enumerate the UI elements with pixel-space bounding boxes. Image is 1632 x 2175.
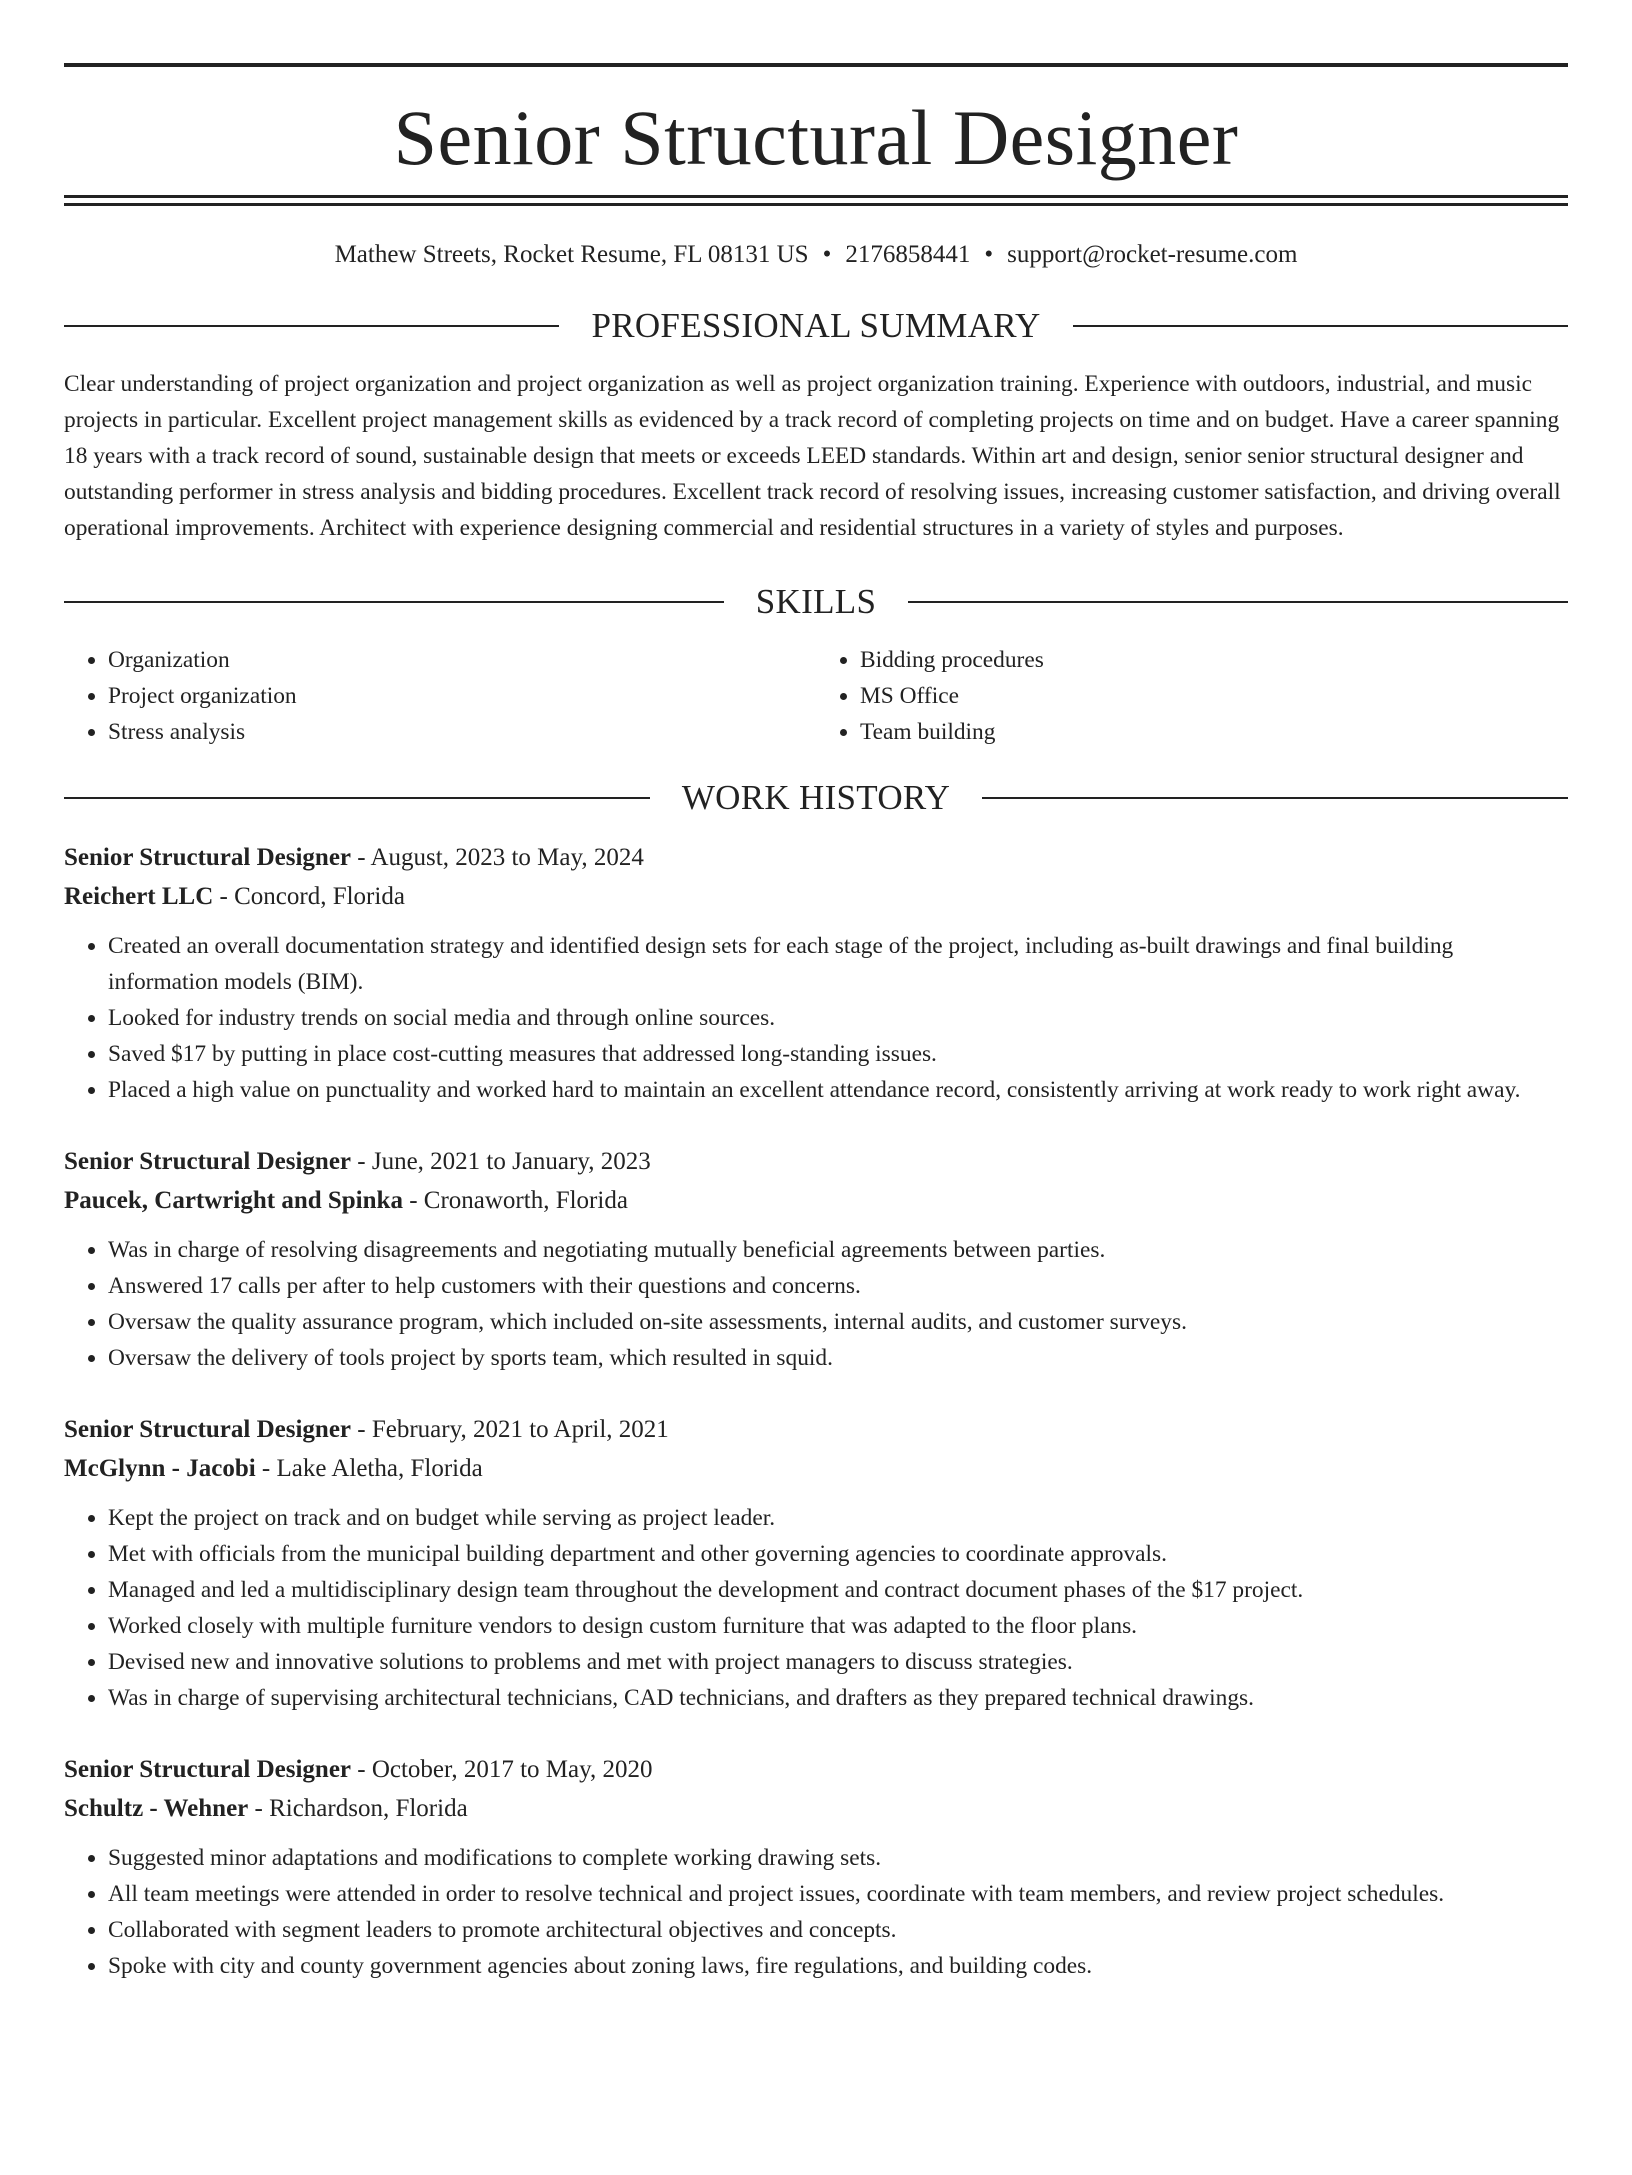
heading-rule-right xyxy=(982,797,1568,799)
job-bullet: • Created an overall documentation strategy and identified design sets for each stage of the project, including as-built drawings and final building information models (BIM). xyxy=(108,928,1568,1000)
job-entry xyxy=(64,838,1568,1108)
job-dates: - October, 2017 to May, 2020 xyxy=(351,1756,653,1783)
summary-text: Clear understanding of project organization and project organization as well as project organization training. Experience with outdoors, industrial, and music projects in particular. Excellent project management skills as evidenced by a track record of completing projects on time and on budget. Have a career spanning 18 years with a track record of sound, sustainable design that meets or exceeds LEED standards. Within art and design, senior senior structural designer and outstanding performer in stress analysis and bidding procedures. Excellent track record of resolving issues, increasing customer satisfaction, and driving overall operational improvements. Architect with experience designing commercial and residential structures in a variety of styles and purposes. xyxy=(64,371,1561,541)
job-bullet: • Answered 17 calls per after to help customers with their questions and concerns. xyxy=(108,1268,1568,1304)
job-company-line xyxy=(64,877,1568,916)
job-company: McGlynn - Jacobi xyxy=(64,1455,256,1482)
job-bullet: • Met with officials from the municipal building department and other governing agencies to coordinate approvals. xyxy=(108,1536,1568,1572)
job-title: Senior Structural Designer xyxy=(64,844,352,871)
job-entry xyxy=(64,1142,1568,1376)
job-title: Senior Structural Designer xyxy=(64,1148,352,1175)
heading-rule-right xyxy=(1073,325,1568,327)
job-entry xyxy=(64,1750,1568,1984)
job-bullet: • All team meetings were attended in order to resolve technical and project issues, coordinate with team members, and review project schedules. xyxy=(108,1876,1568,1912)
job-bullet: • Saved $17 by putting in place cost-cutting measures that addressed long-standing issues. xyxy=(108,1036,1568,1072)
job-bullet: • Placed a high value on punctuality and worked hard to maintain an excellent attendance record, consistently arriving at work ready to work right away. xyxy=(108,1072,1568,1108)
job-title-line xyxy=(64,1750,1568,1789)
job-bullet-list xyxy=(64,1840,1568,1984)
contact-line xyxy=(64,240,1568,270)
job-bullet: • Managed and led a multidisciplinary design team throughout the development and contract document phases of the $17 project. xyxy=(108,1572,1568,1608)
work-section-heading xyxy=(64,778,1568,818)
skill-item: • Organization xyxy=(108,642,816,678)
skills-column-left xyxy=(64,642,816,750)
skills-column-right xyxy=(816,642,1568,750)
job-bullet: • Kept the project on track and on budget while serving as project leader. xyxy=(108,1500,1568,1536)
job-company-line xyxy=(64,1449,1568,1488)
page-title: Senior Structural Designer xyxy=(393,94,1239,181)
job-company: Reichert LLC xyxy=(64,883,214,910)
resume-page xyxy=(0,63,1632,2175)
job-location: - Concord, Florida xyxy=(213,883,405,910)
job-bullet: • Oversaw the delivery of tools project by sports team, which resulted in squid. xyxy=(108,1340,1568,1376)
job-bullet: • Suggested minor adaptations and modifications to complete working drawing sets. xyxy=(108,1840,1568,1876)
job-dates: - February, 2021 to April, 2021 xyxy=(351,1416,669,1443)
skill-item: • Stress analysis xyxy=(108,714,816,750)
work-heading-label: WORK HISTORY xyxy=(681,778,951,817)
contact-address: Mathew Streets, Rocket Resume, FL 08131 US xyxy=(334,241,809,268)
job-entry xyxy=(64,1410,1568,1716)
skill-item: • Project organization xyxy=(108,678,816,714)
contact-email: support@rocket-resume.com xyxy=(1007,241,1298,268)
heading-rule-left xyxy=(64,797,650,799)
job-company-line xyxy=(64,1789,1568,1828)
job-bullet: • Looked for industry trends on social media and through online sources. xyxy=(108,1000,1568,1036)
job-bullet-list xyxy=(64,1232,1568,1376)
job-title: Senior Structural Designer xyxy=(64,1756,352,1783)
contact-separator: • xyxy=(822,241,832,268)
contact-phone: 2176858441 xyxy=(845,241,971,268)
job-title-line xyxy=(64,1410,1568,1449)
job-bullet: • Was in charge of resolving disagreements and negotiating mutually beneficial agreements between parties. xyxy=(108,1232,1568,1268)
job-title-line xyxy=(64,838,1568,877)
job-company-line xyxy=(64,1181,1568,1220)
job-title-line xyxy=(64,1142,1568,1181)
job-location: - Cronaworth, Florida xyxy=(402,1187,628,1214)
title-double-rule xyxy=(64,195,1568,206)
contact-separator: • xyxy=(984,241,994,268)
job-company: Schultz - Wehner xyxy=(64,1795,249,1822)
job-title: Senior Structural Designer xyxy=(64,1416,352,1443)
work-history-list xyxy=(64,838,1568,1984)
job-dates: - June, 2021 to January, 2023 xyxy=(351,1148,651,1175)
job-bullet: • Devised new and innovative solutions to problems and met with project managers to discuss strategies. xyxy=(108,1644,1568,1680)
heading-rule-left xyxy=(64,325,559,327)
heading-rule-right xyxy=(908,601,1568,603)
summary-section-heading xyxy=(64,306,1568,346)
skills-section-heading xyxy=(64,582,1568,622)
job-bullet: • Collaborated with segment leaders to promote architectural objectives and concepts. xyxy=(108,1912,1568,1948)
heading-rule-left xyxy=(64,601,724,603)
job-location: - Lake Aletha, Florida xyxy=(255,1455,483,1482)
job-bullet: • Oversaw the quality assurance program, which included on-site assessments, internal audits, and customer surveys. xyxy=(108,1304,1568,1340)
job-bullet: • Was in charge of supervising architectural technicians, CAD technicians, and drafters as they prepared technical drawings. xyxy=(108,1680,1568,1716)
skill-item: • Team building xyxy=(860,714,1568,750)
skill-item: • MS Office xyxy=(860,678,1568,714)
skill-item: • Bidding procedures xyxy=(860,642,1568,678)
job-bullet-list xyxy=(64,1500,1568,1716)
skills-heading-label: SKILLS xyxy=(755,582,877,621)
job-dates: - August, 2023 to May, 2024 xyxy=(351,844,644,871)
job-location: - Richardson, Florida xyxy=(248,1795,468,1822)
job-bullet: • Worked closely with multiple furniture vendors to design custom furniture that was adapted to the floor plans. xyxy=(108,1608,1568,1644)
job-bullet: • Spoke with city and county government agencies about zoning laws, fire regulations, and building codes. xyxy=(108,1948,1568,1984)
summary-heading-label: PROFESSIONAL SUMMARY xyxy=(591,306,1041,345)
skills-list xyxy=(64,642,1568,750)
job-company: Paucek, Cartwright and Spinka xyxy=(64,1187,403,1214)
job-bullet-list xyxy=(64,928,1568,1108)
